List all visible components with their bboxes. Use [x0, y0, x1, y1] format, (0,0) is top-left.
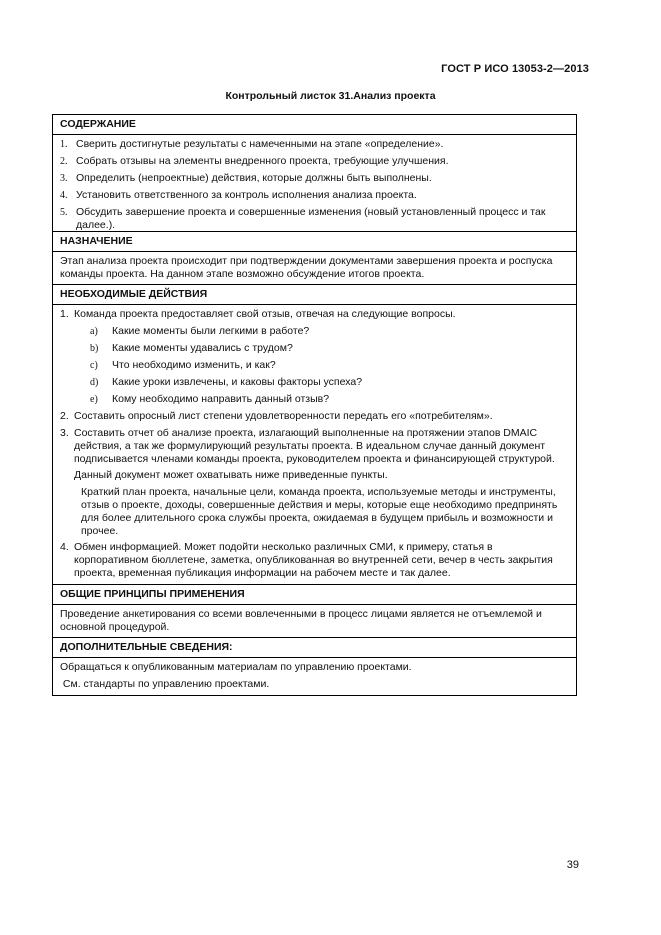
- content-item: [60, 155, 569, 168]
- purpose-text: Этап анализа проекта происходит при подтверждении документами завершения проекта и роспуска команды проекта. На данном этапе возможно обсуждение итогов проекта.: [60, 255, 553, 280]
- item-number: 2.: [60, 410, 69, 422]
- item-text: Команда проекта предоставляет свой отзыв, отвечая на следующие вопросы.: [74, 308, 456, 320]
- action-item: [60, 308, 569, 321]
- item-text: Собрать отзывы на элементы внедренного проекта, требующие улучшения.: [76, 155, 449, 167]
- checklist-table: [52, 114, 577, 696]
- item-number: 4.: [60, 541, 69, 553]
- document-code: ГОСТ Р ИСО 13053-2—2013: [441, 63, 589, 75]
- purpose-heading: НАЗНАЧЕНИЕ: [53, 235, 576, 252]
- item-number: 2.: [60, 156, 68, 167]
- question-item: [90, 359, 569, 372]
- question-letter: b): [90, 343, 99, 354]
- page-number: 39: [566, 859, 579, 871]
- question-item: [90, 325, 569, 338]
- additional-line: См. стандарты по управлению проектами.: [60, 678, 270, 690]
- question-text: Какие моменты были легкими в работе?: [112, 325, 310, 337]
- action-note: Данный документ может охватывать ниже приведенные пункты.: [74, 469, 388, 481]
- purpose-section: [53, 232, 576, 285]
- principles-text: Проведение анкетирования со всеми вовлеченными в процесс лицами является не отъемлемой и основной процедурой.: [60, 608, 542, 633]
- principles-section: [53, 585, 576, 638]
- item-text: Определить (непроектные) действия, которые должны быть выполнены.: [76, 172, 432, 184]
- question-item: [90, 393, 569, 406]
- item-text: Установить ответственного за контроль исполнения анализа проекта.: [76, 189, 417, 201]
- actions-heading: НЕОБХОДИМЫЕ ДЕЙСТВИЯ: [53, 288, 576, 305]
- item-text: Сверить достигнутые результаты с намеченными на этапе «определение».: [76, 138, 444, 150]
- actions-section: [53, 285, 576, 585]
- item-text: Составить опросный лист степени удовлетворенности передать его «потребителям».: [74, 410, 493, 422]
- action-item: [60, 427, 569, 466]
- content-section: [53, 115, 576, 232]
- content-heading: СОДЕРЖАНИЕ: [53, 118, 576, 135]
- item-number: 3.: [60, 427, 69, 439]
- content-item: [60, 189, 569, 202]
- item-text: Обмен информацией. Может подойти несколько различных СМИ, к примеру, статья в корпоративном бюллетене, заметка, опубликованная во внутренней сети, вечер в честь закрытия проекта, временная публикация информации на рабочем месте и так далее.: [74, 541, 553, 579]
- principles-heading: ОБЩИЕ ПРИНЦИПЫ ПРИМЕНЕНИЯ: [53, 588, 576, 605]
- additional-line: Обращаться к опубликованным материалам по управлению проектами.: [60, 661, 412, 673]
- question-item: [90, 376, 569, 389]
- item-number: 5.: [60, 207, 68, 218]
- item-number: 1.: [60, 308, 69, 320]
- question-letter: c): [90, 360, 98, 371]
- checklist-title: Контрольный листок 31.Анализ проекта: [225, 90, 436, 102]
- question-letter: a): [90, 326, 98, 337]
- content-item: [60, 138, 569, 151]
- action-detail: Краткий план проекта, начальные цели, команда проекта, используемые методы и инструменты, отзыв о проекте, доходы, совершенные действия и меры, которые еще необходимо предпринять для более длительного срока службы проекта, ожидаемая в будущем прибыль и возможности и прочее.: [81, 486, 558, 537]
- item-number: 3.: [60, 173, 68, 184]
- content-item: [60, 206, 569, 232]
- item-number: 1.: [60, 139, 68, 150]
- question-text: Кому необходимо направить данный отзыв?: [112, 393, 330, 405]
- question-text: Какие моменты удавались с трудом?: [112, 342, 293, 354]
- action-item: [60, 541, 569, 580]
- action-item: [60, 410, 569, 423]
- question-text: Что необходимо изменить, и как?: [112, 359, 276, 371]
- question-text: Какие уроки извлечены, и каковы факторы успеха?: [112, 376, 363, 388]
- content-item: [60, 172, 569, 185]
- question-item: [90, 342, 569, 355]
- item-number: 4.: [60, 190, 68, 201]
- question-letter: d): [90, 377, 99, 388]
- item-text: Составить отчет об анализе проекта, излагающий выполненные на протяжении этапов DMAIC действия, а так же формулирующий результаты проекта. В идеальном случае данный документ подписывается членами команды проекта, руководителем проекта и финансирующей структурой.: [74, 427, 555, 465]
- question-letter: e): [90, 394, 98, 405]
- additional-section: [53, 638, 576, 698]
- additional-heading: ДОПОЛНИТЕЛЬНЫЕ СВЕДЕНИЯ:: [53, 641, 576, 658]
- item-text: Обсудить завершение проекта и совершенные изменения (новый установленный процесс и так далее.).: [76, 206, 546, 231]
